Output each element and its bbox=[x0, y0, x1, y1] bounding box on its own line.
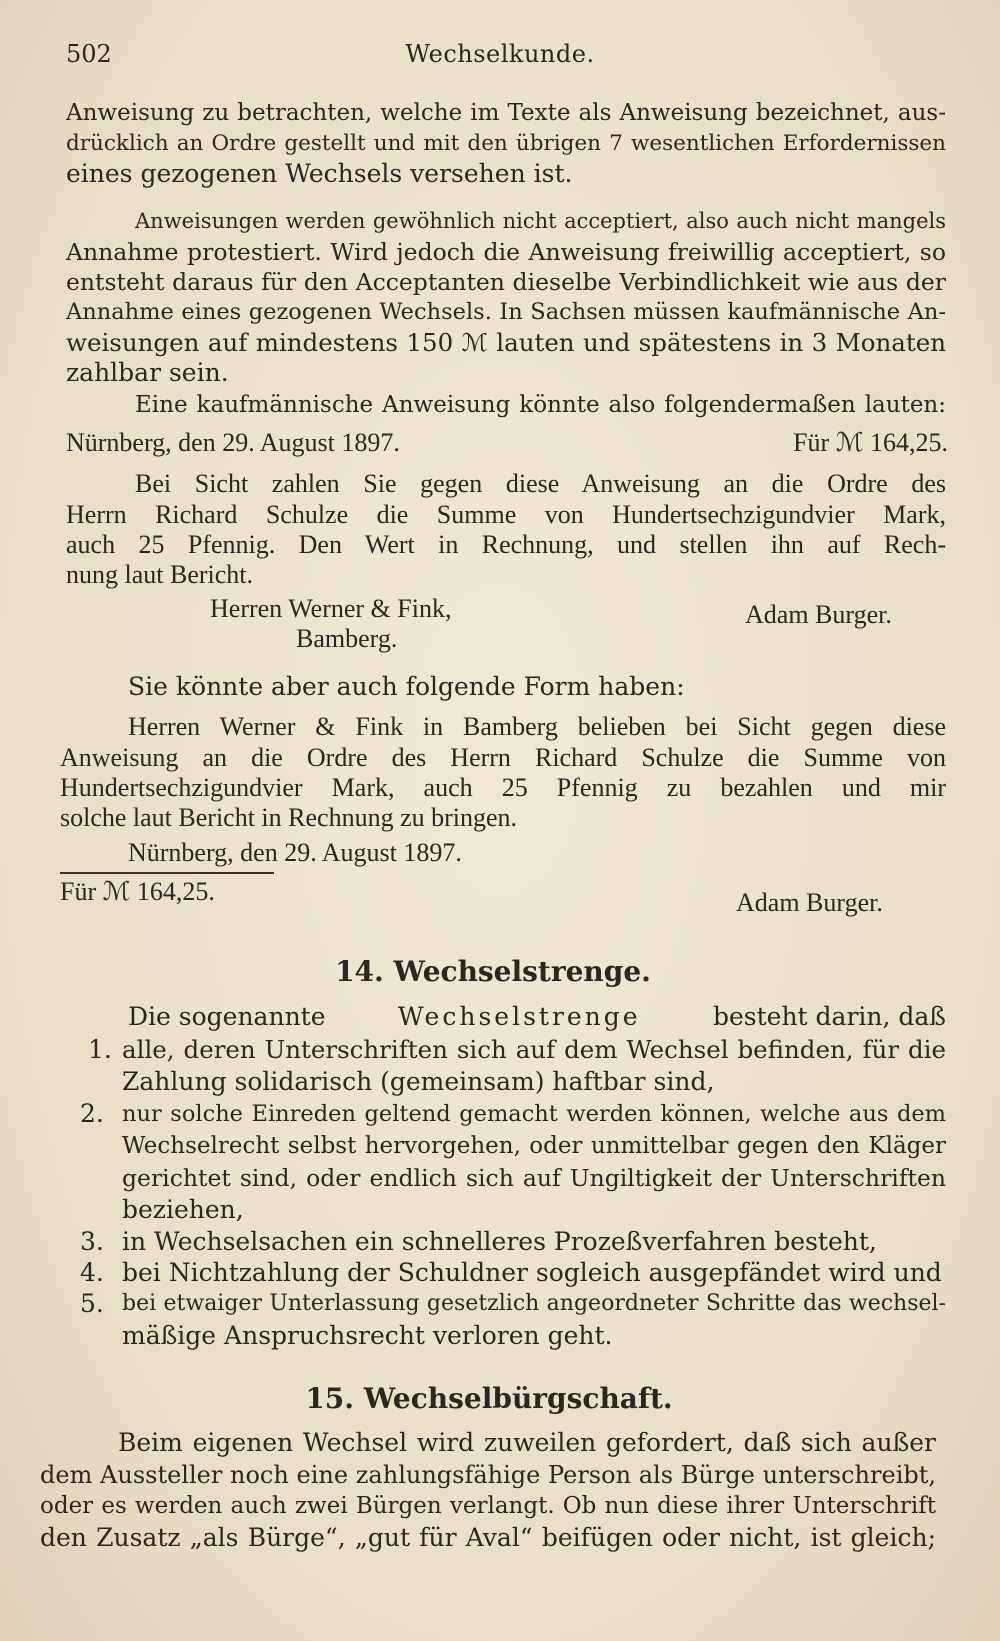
para2-line: zahlbar sein. bbox=[66, 358, 229, 387]
section15-line: dem Aussteller noch eine zahlungsfähige Person als Bürge unterschreibt, bbox=[40, 1461, 936, 1489]
section-15-title: 15. Wechselbürgschaft. bbox=[305, 1382, 673, 1415]
list-number: 4. bbox=[80, 1258, 104, 1287]
list-item-line: beziehen, bbox=[122, 1195, 244, 1224]
list-item-line: nur solche Einreden geltend gemacht werden können, welche aus dem bbox=[122, 1101, 946, 1127]
form2-body-line: Anweisung an die Ordre des Herrn Richard Schulze die Summe von bbox=[60, 743, 946, 772]
form1-date: Nürnberg, den 29. August 1897. bbox=[66, 428, 400, 457]
form1-addressee: Herren Werner & Fink, bbox=[210, 594, 452, 623]
para2-line: Anweisungen werden gewöhnlich nicht acceptiert, also auch nicht mangels bbox=[135, 209, 946, 233]
list-item-line: alle, deren Unterschriften sich auf dem Wechsel befinden, für die bbox=[122, 1035, 946, 1064]
para2-line: entsteht daraus für den Acceptanten dieselbe Verbindlichkeit wie aus der bbox=[66, 268, 946, 296]
form2-amount: Für ℳ 164,25. bbox=[60, 877, 215, 906]
page-number: 502 bbox=[66, 40, 112, 68]
para3-line: Eine kaufmännische Anweisung könnte also folgendermaßen lauten: bbox=[135, 392, 946, 418]
intro-text: Die sogenannte bbox=[128, 1002, 326, 1031]
para2-line: Annahme protestiert. Wird jedoch die Anweisung freiwillig acceptiert, so bbox=[66, 238, 946, 266]
form1-signature: Adam Burger. bbox=[745, 600, 892, 629]
list-item-line: mäßige Anspruchsrecht verloren geht. bbox=[122, 1321, 613, 1350]
para2-line: Annahme eines gezogenen Wechsels. In Sachsen müssen kaufmännische An- bbox=[66, 299, 946, 325]
list-number: 1. bbox=[88, 1035, 112, 1064]
form1-body-line: Herrn Richard Schulze die Summe von Hundertsechzigundvier Mark, bbox=[66, 500, 946, 529]
form2-date: Nürnberg, den 29. August 1897. bbox=[128, 838, 462, 867]
para4-line: Sie könnte aber auch folgende Form haben: bbox=[128, 672, 685, 701]
section15-line: oder es werden auch zwei Bürgen verlangt. Ob nun diese ihrer Unterschrift bbox=[40, 1493, 936, 1519]
running-title: Wechselkunde. bbox=[405, 40, 595, 68]
section14-intro bbox=[128, 1002, 946, 1032]
list-number: 2. bbox=[80, 1099, 104, 1128]
intro-term: Wechselstrenge bbox=[397, 1002, 641, 1031]
form1-body-line: Bei Sicht zahlen Sie gegen diese Anweisung an die Ordre des bbox=[135, 469, 946, 498]
form1-place: Bamberg. bbox=[296, 624, 398, 653]
para2-line: weisungen auf mindestens 150 ℳ lauten und spätestens in 3 Monaten bbox=[66, 328, 946, 357]
form1-amount: Für ℳ 164,25. bbox=[793, 428, 948, 457]
list-item-line: gerichtet sind, oder endlich sich auf Ungiltigkeit der Unterschriften bbox=[122, 1164, 946, 1192]
list-number: 3. bbox=[80, 1227, 104, 1256]
form2-signature: Adam Burger. bbox=[736, 888, 883, 917]
form2-body-line: Herren Werner & Fink in Bamberg belieben bei Sicht gegen diese bbox=[128, 712, 946, 741]
form1-body-line: auch 25 Pfennig. Den Wert in Rechnung, und stellen ihn auf Rech- bbox=[66, 530, 946, 559]
section-14-title: 14. Wechselstrenge. bbox=[335, 955, 651, 988]
form2-body-line: Hundertsechzigundvier Mark, auch 25 Pfennig zu bezahlen und mir bbox=[60, 773, 946, 802]
list-item-line: Wechselrecht selbst hervorgehen, oder unmittelbar gegen den Kläger bbox=[122, 1133, 946, 1159]
para1-line: Anweisung zu betrachten, welche im Texte als Anweisung bezeichnet, aus- bbox=[66, 100, 946, 126]
list-number: 5. bbox=[80, 1289, 104, 1318]
para1-line: drücklich an Ordre gestellt und mit den übrigen 7 wesentlichen Erfordernissen bbox=[66, 131, 946, 156]
list-item-line: in Wechselsachen ein schnelleres Prozeßverfahren besteht, bbox=[122, 1227, 877, 1256]
form1-body-line: nung laut Bericht. bbox=[66, 560, 254, 589]
intro-text: besteht darin, daß bbox=[712, 1002, 946, 1031]
list-item-line: bei etwaiger Unterlassung gesetzlich angeordneter Schritte das wechsel- bbox=[122, 1291, 946, 1316]
list-item-line: Zahlung solidarisch (gemeinsam) haftbar sind, bbox=[122, 1067, 715, 1096]
section15-line: Beim eigenen Wechsel wird zuweilen gefordert, daß sich außer bbox=[118, 1428, 936, 1457]
list-item-line: bei Nichtzahlung der Schuldner sogleich ausgepfändet wird und bbox=[122, 1258, 942, 1287]
section15-line: den Zusatz „als Bürge“, „gut für Aval“ beifügen oder nicht, ist gleich; bbox=[40, 1523, 936, 1552]
divider-rule bbox=[60, 872, 274, 874]
form2-body-line: solche laut Bericht in Rechnung zu bringen. bbox=[60, 803, 518, 832]
para1-line: eines gezogenen Wechsels versehen ist. bbox=[66, 159, 573, 188]
